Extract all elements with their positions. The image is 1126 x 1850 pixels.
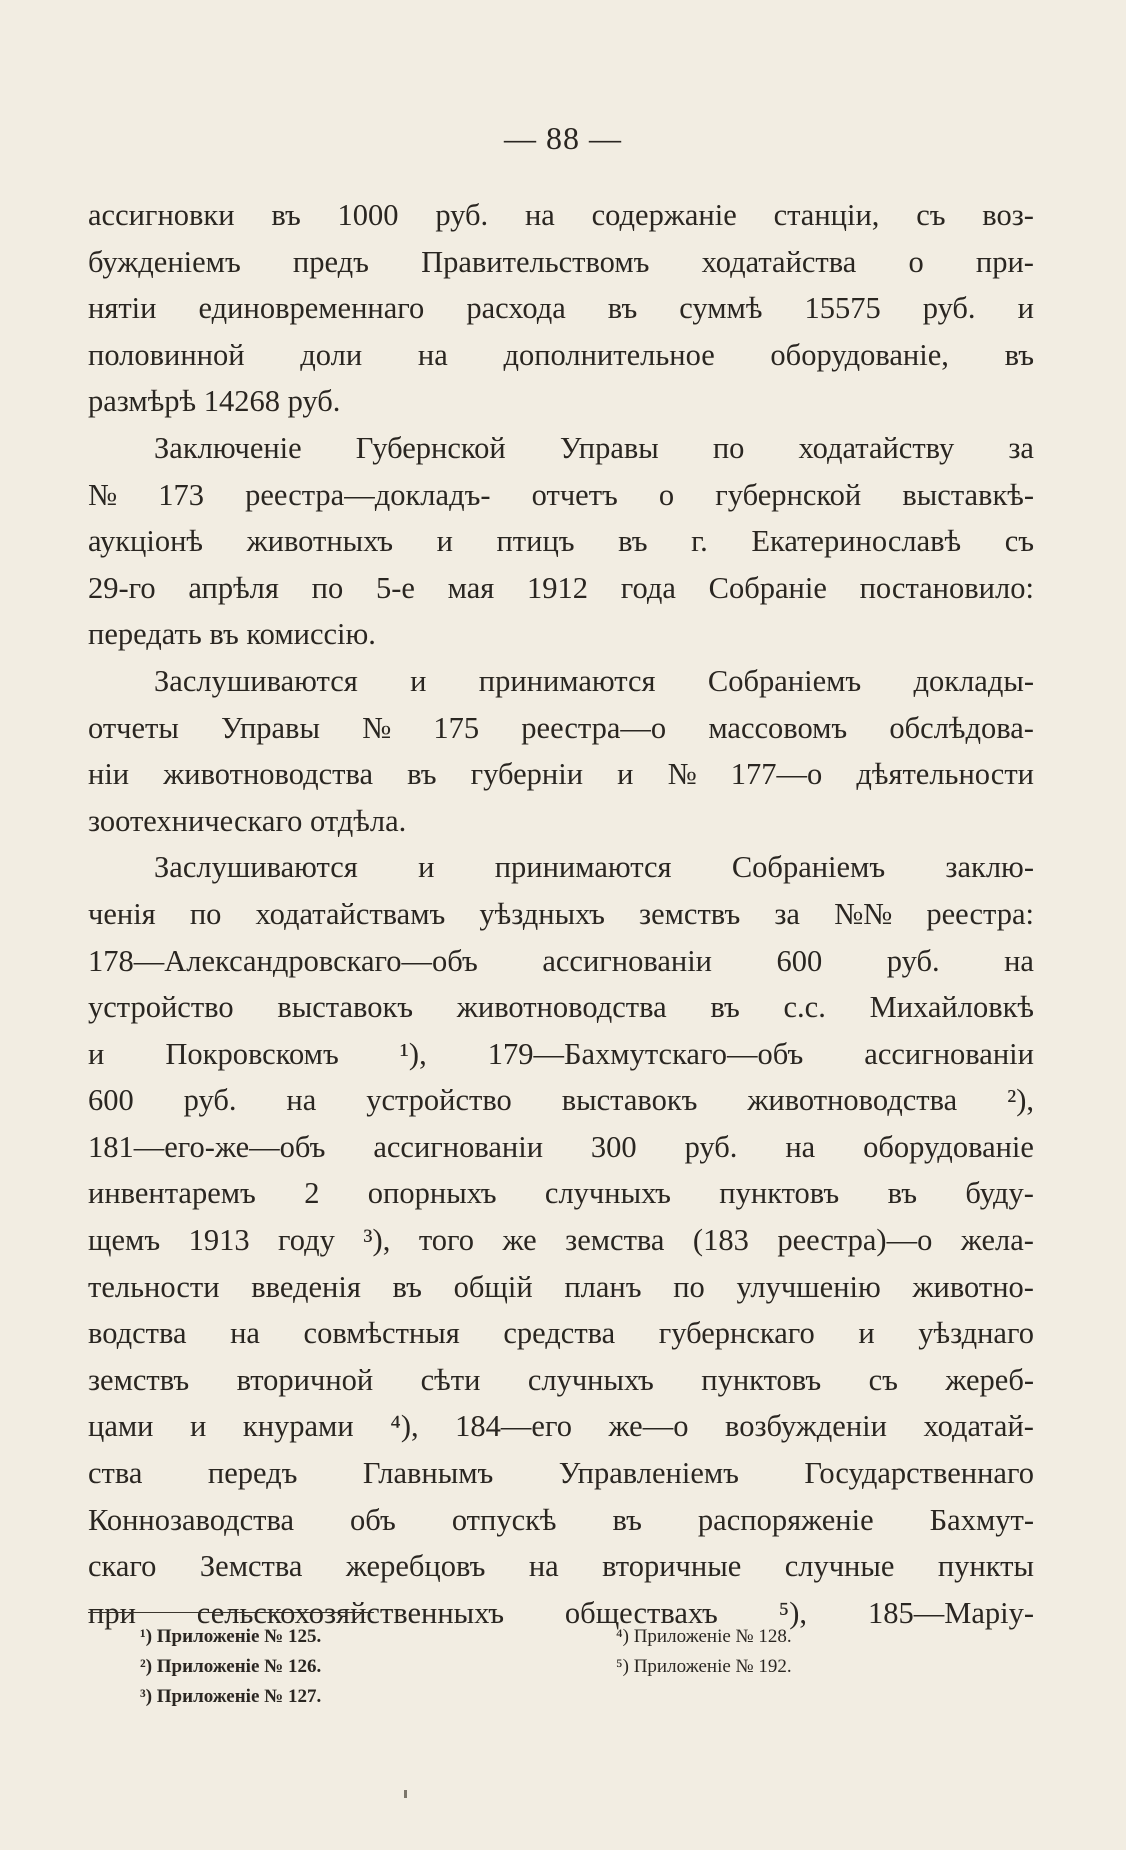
footnote-text: Приложеніе № 128.: [628, 1626, 792, 1647]
text-line: водства на совмѣстныя средства губернскаго и уѣзднаго: [88, 1316, 1034, 1351]
text-line: Заслушиваются и принимаются Собраніемъ доклады-: [154, 663, 1034, 698]
footnote: [616, 1622, 792, 1652]
footnote-mark: ²): [140, 1656, 153, 1677]
text-line: бужденіемъ предъ Правительствомъ ходатайства о при-: [88, 244, 1034, 279]
footnote-text: Приложеніе № 126.: [152, 1656, 322, 1677]
text-line: и Покровскомъ ¹), 179—Бахмутскаго—объ ассигнованіи: [88, 1036, 1034, 1071]
footnote-mark: ⁴): [616, 1626, 629, 1647]
text-line: передать въ комиссію.: [88, 617, 376, 652]
text-line: устройство выставокъ животноводства въ с.с. Михайловкѣ: [88, 990, 1034, 1025]
text-line: ченія по ходатайствамъ уѣздныхъ земствъ за №№ реестра:: [88, 896, 1034, 931]
footnotes-left-column: [140, 1622, 321, 1712]
footnote-text: Приложеніе № 125.: [152, 1626, 322, 1647]
text-line: 178—Александровскаго—объ ассигнованіи 600 руб. на: [88, 943, 1034, 978]
text-line: Заключеніе Губернской Управы по ходатайству за: [154, 430, 1034, 465]
text-line: аукціонѣ животныхъ и птицъ въ г. Екатеринославѣ съ: [88, 524, 1034, 559]
footnote-text: Приложеніе № 127.: [152, 1686, 322, 1707]
text-line: тельности введенія въ общій планъ по улучшенію животно-: [88, 1269, 1034, 1304]
text-line: № 173 реестра—докладъ- отчетъ о губернской выставкѣ-: [88, 477, 1034, 512]
text-line: 181—его-же—объ ассигнованіи 300 руб. на оборудованіе: [88, 1129, 1034, 1164]
text-line: Коннозаводства объ отпускѣ въ распоряженіе Бахмут-: [88, 1502, 1034, 1537]
text-line: 600 руб. на устройство выставокъ животноводства ²),: [88, 1083, 1034, 1118]
text-line: Заслушиваются и принимаются Собраніемъ заклю-: [154, 850, 1034, 885]
footnote-text: Приложеніе № 192.: [628, 1656, 792, 1677]
page-mark: [404, 1790, 407, 1798]
footnote-mark: ¹): [140, 1626, 153, 1647]
text-line: при сельскохозяйственныхъ обществахъ ⁵), 185—Маріу-: [88, 1595, 1034, 1630]
page-number-header: — 88 —: [504, 120, 622, 156]
text-line: половинной доли на дополнительное оборудованіе, въ: [88, 337, 1034, 372]
text-line: зоотехническаго отдѣла.: [88, 803, 407, 838]
text-line: ассигновки въ 1000 руб. на содержаніе станціи, съ воз-: [88, 198, 1034, 232]
text-line: ніи животноводства въ губерніи и № 177—о дѣятельности: [88, 757, 1034, 792]
text-line: скаго Земства жеребцовъ на вторичные случные пункты: [88, 1549, 1034, 1584]
footnote: [140, 1622, 321, 1652]
footnotes-right-column: [616, 1622, 792, 1682]
text-line: отчеты Управы № 175 реестра—о массовомъ обслѣдова-: [88, 710, 1034, 745]
text-line: земствъ вторичной сѣти случныхъ пунктовъ съ жереб-: [88, 1362, 1034, 1397]
text-line: 29-го апрѣля по 5-е мая 1912 года Собраніе постановило:: [88, 570, 1034, 605]
footnote-mark: ³): [140, 1686, 153, 1707]
footnote: [140, 1682, 321, 1712]
text-line: нятіи единовременнаго расхода въ суммѣ 15575 руб. и: [88, 291, 1034, 326]
text-line: ства передъ Главнымъ Управленіемъ Государственнаго: [88, 1456, 1034, 1491]
footnote-mark: ⁵): [616, 1656, 629, 1677]
footnote-divider: [88, 1612, 374, 1613]
text-line: размѣрѣ 14268 руб.: [88, 384, 341, 419]
text-line: инвентаремъ 2 опорныхъ случныхъ пунктовъ въ буду-: [88, 1176, 1034, 1211]
text-line: щемъ 1913 году ³), того же земства (183 реестра)—о жела-: [88, 1223, 1034, 1258]
text-line: цами и кнурами ⁴), 184—его же—о возбужденіи ходатай-: [88, 1409, 1034, 1444]
footnote: [616, 1652, 792, 1682]
body-text: [88, 192, 1034, 1636]
footnote: [140, 1652, 321, 1682]
